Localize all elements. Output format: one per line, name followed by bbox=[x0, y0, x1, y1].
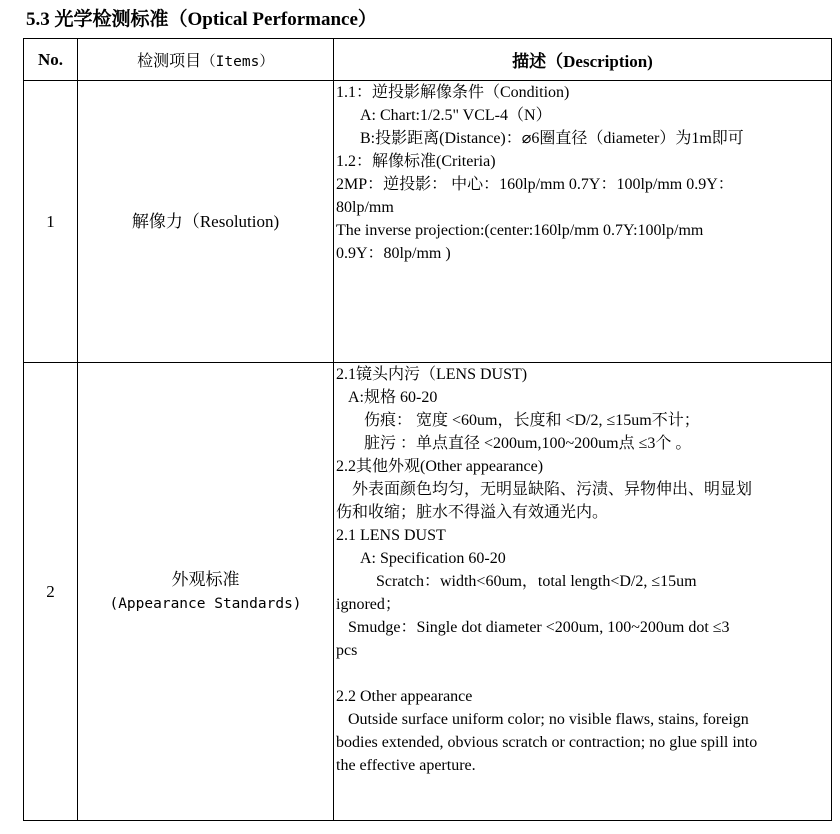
row-number: 1 bbox=[24, 81, 78, 363]
desc-line: B:投影距离(Distance)：⌀6圈直径（diameter）为1m即可 bbox=[360, 130, 744, 147]
desc-line: the effective aperture. bbox=[336, 757, 476, 774]
item-label: 解像力（Resolution) bbox=[131, 211, 280, 231]
desc-line: A: Specification 60-20 bbox=[360, 550, 506, 567]
desc-line: 2.2其他外观(Other appearance) bbox=[336, 458, 544, 475]
desc-line: pcs bbox=[336, 642, 358, 659]
desc-line: 伤和收缩；脏水不得溢入有效通光内。 bbox=[336, 504, 609, 521]
row-number: 2 bbox=[24, 363, 78, 821]
desc-line: 伤痕： 宽度 <60um，长度和 <D/2, ≤15um不计； bbox=[364, 412, 700, 429]
desc-line: 2.2 Other appearance bbox=[336, 688, 473, 705]
desc-line: 0.9Y：80lp/mm ) bbox=[336, 245, 451, 262]
desc-line: 1.1：逆投影解像条件（Condition) bbox=[336, 84, 570, 101]
desc-line: 80lp/mm bbox=[336, 199, 394, 216]
item-label-cn: 外观标准 bbox=[171, 569, 240, 589]
row-item bbox=[78, 363, 334, 821]
desc-line: ignored； bbox=[336, 596, 401, 613]
desc-line: A:规格 60-20 bbox=[348, 389, 438, 406]
header-no: No. bbox=[24, 39, 78, 81]
desc-line: Scratch：width<60um，total length<D/2, ≤15um bbox=[376, 573, 697, 590]
header-items-cn: 检测项目 bbox=[137, 53, 202, 70]
header-description: 描述（Description) bbox=[334, 39, 832, 81]
desc-line: bodies extended, obvious scratch or contraction; no glue spill into bbox=[336, 734, 758, 751]
row-item bbox=[78, 81, 334, 363]
desc-line: Smudge：Single dot diameter <200um, 100~200um dot ≤3 bbox=[348, 619, 730, 636]
row-description bbox=[334, 363, 832, 821]
desc-spacer bbox=[334, 662, 831, 685]
desc-line: The inverse projection:(center:160lp/mm 0.7Y:100lp/mm bbox=[336, 222, 704, 239]
section-heading: 5.3 光学检测标准（Optical Performance） bbox=[26, 9, 377, 30]
header-items-en: （Items） bbox=[201, 54, 274, 70]
table-row bbox=[24, 363, 832, 821]
desc-line: A: Chart:1/2.5" VCL-4（N） bbox=[360, 107, 552, 124]
desc-line: 2MP：逆投影： 中心：160lp/mm 0.7Y：100lp/mm 0.9Y： bbox=[336, 176, 734, 193]
header-items bbox=[78, 39, 334, 81]
table-header-row bbox=[24, 39, 832, 81]
row-description bbox=[334, 81, 832, 363]
desc-line: 2.1 LENS DUST bbox=[336, 527, 446, 544]
desc-line: Outside surface uniform color; no visible flaws, stains, foreign bbox=[348, 711, 749, 728]
desc-line: 外表面颜色均匀，无明显缺陷、污渍、异物伸出、明显划 bbox=[352, 481, 753, 498]
desc-line: 1.2：解像标准(Criteria) bbox=[336, 153, 496, 170]
item-label-en: (Appearance Standards) bbox=[109, 595, 302, 612]
desc-line: 2.1镜头内污（LENS DUST) bbox=[336, 366, 528, 383]
optical-performance-table bbox=[23, 38, 832, 821]
table-row bbox=[24, 81, 832, 363]
desc-line: 脏污 ：单点直径 <200um,100~200um点 ≤3个 。 bbox=[364, 435, 692, 452]
